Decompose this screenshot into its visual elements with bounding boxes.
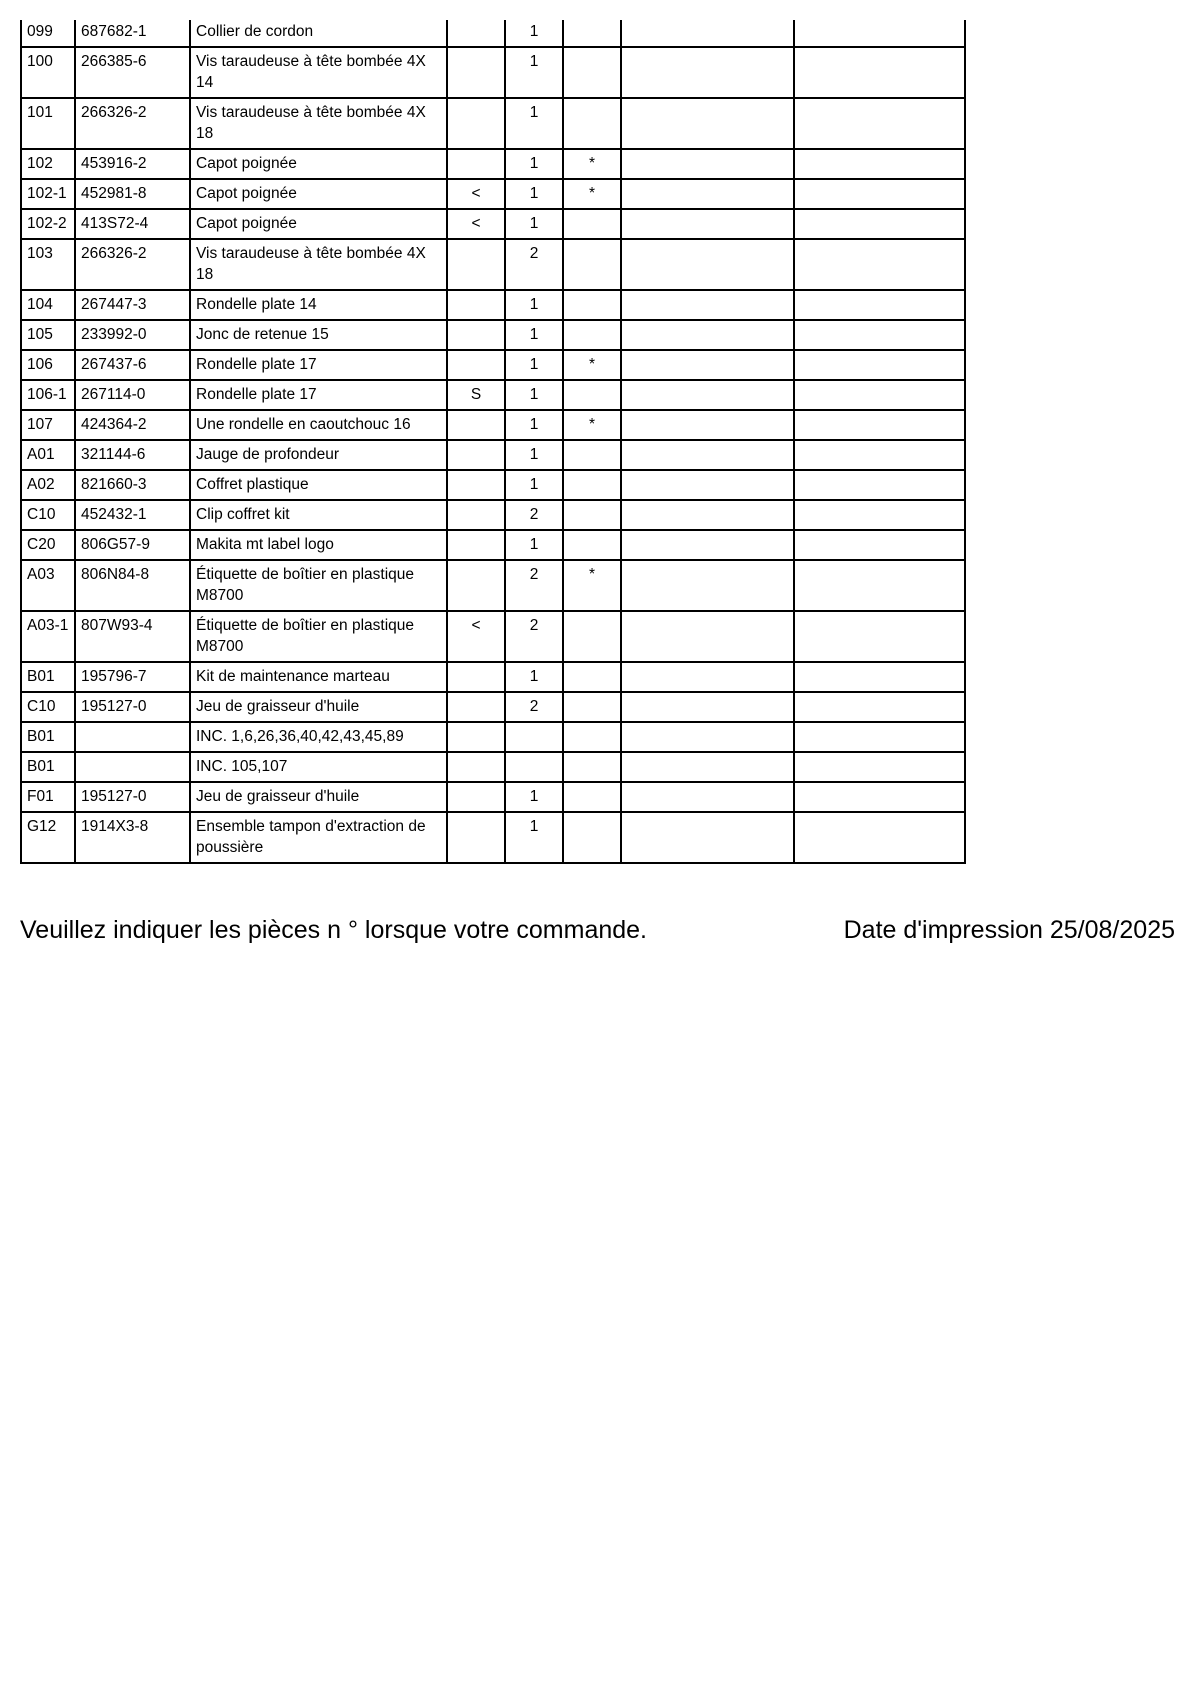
substitution-mark-cell	[447, 290, 505, 320]
quantity-cell: 1	[505, 350, 563, 380]
blank-cell	[794, 752, 965, 782]
flag-cell	[563, 752, 621, 782]
quantity-cell: 1	[505, 149, 563, 179]
substitution-mark-cell	[447, 752, 505, 782]
table-row	[21, 20, 965, 47]
quantity-cell	[505, 722, 563, 752]
item-number-cell: 102	[21, 149, 75, 179]
blank-cell	[621, 239, 794, 290]
quantity-cell: 1	[505, 530, 563, 560]
description-cell: Coffret plastique	[190, 470, 447, 500]
table-row	[21, 209, 965, 239]
part-number-cell: 687682-1	[75, 20, 190, 47]
blank-cell	[794, 662, 965, 692]
substitution-mark-cell	[447, 470, 505, 500]
blank-cell	[621, 611, 794, 662]
flag-cell: *	[563, 410, 621, 440]
blank-cell	[621, 410, 794, 440]
quantity-cell: 1	[505, 179, 563, 209]
print-date: Date d'impression 25/08/2025	[843, 916, 1175, 944]
blank-cell	[794, 320, 965, 350]
substitution-mark-cell	[447, 239, 505, 290]
part-number-cell: 266326-2	[75, 239, 190, 290]
flag-cell	[563, 812, 621, 863]
blank-cell	[621, 692, 794, 722]
blank-cell	[794, 500, 965, 530]
order-instruction-note: Veuillez indiquer les pièces n ° lorsque votre commande.	[20, 916, 648, 944]
table-row	[21, 692, 965, 722]
blank-cell	[794, 722, 965, 752]
substitution-mark-cell	[447, 500, 505, 530]
blank-cell	[621, 209, 794, 239]
table-row	[21, 722, 965, 752]
table-row	[21, 179, 965, 209]
flag-cell	[563, 500, 621, 530]
part-number-cell: 452432-1	[75, 500, 190, 530]
description-cell: Capot poignée	[190, 179, 447, 209]
description-cell: Jeu de graisseur d'huile	[190, 782, 447, 812]
blank-cell	[621, 440, 794, 470]
flag-cell	[563, 722, 621, 752]
flag-cell	[563, 209, 621, 239]
description-cell: Rondelle plate 14	[190, 290, 447, 320]
table-row	[21, 611, 965, 662]
parts-table-body	[21, 20, 965, 863]
description-cell: Une rondelle en caoutchouc 16	[190, 410, 447, 440]
description-cell: Capot poignée	[190, 149, 447, 179]
substitution-mark-cell: <	[447, 179, 505, 209]
quantity-cell: 1	[505, 440, 563, 470]
part-number-cell: 267437-6	[75, 350, 190, 380]
description-cell: Collier de cordon	[190, 20, 447, 47]
substitution-mark-cell	[447, 350, 505, 380]
quantity-cell: 2	[505, 239, 563, 290]
blank-cell	[621, 350, 794, 380]
flag-cell: *	[563, 149, 621, 179]
table-row	[21, 410, 965, 440]
quantity-cell: 1	[505, 662, 563, 692]
blank-cell	[794, 812, 965, 863]
blank-cell	[621, 560, 794, 611]
description-cell: Rondelle plate 17	[190, 350, 447, 380]
description-cell: Vis taraudeuse à tête bombée 4X 14	[190, 47, 447, 98]
flag-cell	[563, 692, 621, 722]
description-cell: Kit de maintenance marteau	[190, 662, 447, 692]
table-row	[21, 662, 965, 692]
item-number-cell: B01	[21, 752, 75, 782]
flag-cell	[563, 320, 621, 350]
part-number-cell: 266326-2	[75, 98, 190, 149]
table-row	[21, 350, 965, 380]
item-number-cell: A03	[21, 560, 75, 611]
quantity-cell: 1	[505, 782, 563, 812]
part-number-cell: 453916-2	[75, 149, 190, 179]
blank-cell	[794, 470, 965, 500]
item-number-cell: C10	[21, 692, 75, 722]
description-cell: Capot poignée	[190, 209, 447, 239]
table-row	[21, 812, 965, 863]
blank-cell	[621, 320, 794, 350]
substitution-mark-cell	[447, 440, 505, 470]
substitution-mark-cell: <	[447, 209, 505, 239]
description-cell: INC. 1,6,26,36,40,42,43,45,89	[190, 722, 447, 752]
item-number-cell: 105	[21, 320, 75, 350]
item-number-cell: B01	[21, 662, 75, 692]
flag-cell	[563, 98, 621, 149]
table-row	[21, 239, 965, 290]
flag-cell	[563, 239, 621, 290]
table-row	[21, 47, 965, 98]
table-row	[21, 530, 965, 560]
part-number-cell: 413S72-4	[75, 209, 190, 239]
blank-cell	[621, 380, 794, 410]
table-row	[21, 500, 965, 530]
quantity-cell: 1	[505, 98, 563, 149]
substitution-mark-cell	[447, 812, 505, 863]
part-number-cell: 806G57-9	[75, 530, 190, 560]
blank-cell	[794, 350, 965, 380]
item-number-cell: B01	[21, 722, 75, 752]
blank-cell	[621, 752, 794, 782]
quantity-cell: 1	[505, 47, 563, 98]
substitution-mark-cell	[447, 149, 505, 179]
blank-cell	[621, 812, 794, 863]
flag-cell	[563, 530, 621, 560]
blank-cell	[794, 410, 965, 440]
table-row	[21, 752, 965, 782]
blank-cell	[621, 722, 794, 752]
flag-cell	[563, 440, 621, 470]
blank-cell	[794, 290, 965, 320]
item-number-cell: 099	[21, 20, 75, 47]
substitution-mark-cell	[447, 410, 505, 440]
item-number-cell: A01	[21, 440, 75, 470]
blank-cell	[621, 20, 794, 47]
substitution-mark-cell	[447, 320, 505, 350]
item-number-cell: F01	[21, 782, 75, 812]
item-number-cell: C20	[21, 530, 75, 560]
description-cell: Étiquette de boîtier en plastique M8700	[190, 560, 447, 611]
part-number-cell	[75, 752, 190, 782]
item-number-cell: C10	[21, 500, 75, 530]
flag-cell: *	[563, 560, 621, 611]
blank-cell	[621, 149, 794, 179]
quantity-cell: 2	[505, 560, 563, 611]
table-row	[21, 98, 965, 149]
table-row	[21, 320, 965, 350]
blank-cell	[794, 209, 965, 239]
blank-cell	[621, 530, 794, 560]
item-number-cell: 104	[21, 290, 75, 320]
blank-cell	[794, 530, 965, 560]
blank-cell	[621, 98, 794, 149]
quantity-cell: 2	[505, 500, 563, 530]
part-number-cell: 321144-6	[75, 440, 190, 470]
table-row	[21, 149, 965, 179]
table-row	[21, 470, 965, 500]
flag-cell	[563, 611, 621, 662]
description-cell: Jauge de profondeur	[190, 440, 447, 470]
table-row	[21, 782, 965, 812]
blank-cell	[621, 290, 794, 320]
description-cell: Makita mt label logo	[190, 530, 447, 560]
flag-cell	[563, 290, 621, 320]
description-cell: Jeu de graisseur d'huile	[190, 692, 447, 722]
flag-cell	[563, 47, 621, 98]
blank-cell	[794, 47, 965, 98]
blank-cell	[794, 782, 965, 812]
blank-cell	[794, 149, 965, 179]
quantity-cell: 2	[505, 611, 563, 662]
substitution-mark-cell: S	[447, 380, 505, 410]
part-number-cell: 821660-3	[75, 470, 190, 500]
part-number-cell: 195127-0	[75, 692, 190, 722]
substitution-mark-cell	[447, 560, 505, 611]
substitution-mark-cell	[447, 782, 505, 812]
blank-cell	[794, 380, 965, 410]
table-row	[21, 290, 965, 320]
quantity-cell: 1	[505, 290, 563, 320]
blank-cell	[621, 500, 794, 530]
description-cell: Jonc de retenue 15	[190, 320, 447, 350]
quantity-cell: 1	[505, 470, 563, 500]
blank-cell	[621, 662, 794, 692]
part-number-cell: 267447-3	[75, 290, 190, 320]
quantity-cell	[505, 752, 563, 782]
blank-cell	[621, 179, 794, 209]
item-number-cell: 106	[21, 350, 75, 380]
flag-cell	[563, 470, 621, 500]
table-row	[21, 380, 965, 410]
blank-cell	[621, 782, 794, 812]
item-number-cell: 106-1	[21, 380, 75, 410]
blank-cell	[794, 560, 965, 611]
substitution-mark-cell: <	[447, 611, 505, 662]
substitution-mark-cell	[447, 98, 505, 149]
description-cell: Rondelle plate 17	[190, 380, 447, 410]
blank-cell	[794, 98, 965, 149]
description-cell: Clip coffret kit	[190, 500, 447, 530]
item-number-cell: 102-1	[21, 179, 75, 209]
blank-cell	[794, 179, 965, 209]
substitution-mark-cell	[447, 722, 505, 752]
flag-cell	[563, 782, 621, 812]
blank-cell	[794, 20, 965, 47]
blank-cell	[794, 692, 965, 722]
description-cell: Vis taraudeuse à tête bombée 4X 18	[190, 98, 447, 149]
quantity-cell: 1	[505, 812, 563, 863]
substitution-mark-cell	[447, 530, 505, 560]
substitution-mark-cell	[447, 47, 505, 98]
item-number-cell: A03-1	[21, 611, 75, 662]
quantity-cell: 1	[505, 380, 563, 410]
flag-cell	[563, 662, 621, 692]
substitution-mark-cell	[447, 692, 505, 722]
part-number-cell: 806N84-8	[75, 560, 190, 611]
flag-cell	[563, 20, 621, 47]
part-number-cell	[75, 722, 190, 752]
flag-cell: *	[563, 350, 621, 380]
part-number-cell: 266385-6	[75, 47, 190, 98]
blank-cell	[794, 239, 965, 290]
quantity-cell: 1	[505, 209, 563, 239]
description-cell: INC. 105,107	[190, 752, 447, 782]
item-number-cell: 102-2	[21, 209, 75, 239]
blank-cell	[794, 440, 965, 470]
quantity-cell: 1	[505, 320, 563, 350]
description-cell: Ensemble tampon d'extraction de poussière	[190, 812, 447, 863]
description-cell: Vis taraudeuse à tête bombée 4X 18	[190, 239, 447, 290]
item-number-cell: 107	[21, 410, 75, 440]
part-number-cell: 1914X3-8	[75, 812, 190, 863]
part-number-cell: 195127-0	[75, 782, 190, 812]
flag-cell: *	[563, 179, 621, 209]
quantity-cell: 2	[505, 692, 563, 722]
blank-cell	[621, 470, 794, 500]
part-number-cell: 267114-0	[75, 380, 190, 410]
substitution-mark-cell	[447, 662, 505, 692]
table-row	[21, 560, 965, 611]
item-number-cell: 101	[21, 98, 75, 149]
item-number-cell: G12	[21, 812, 75, 863]
item-number-cell: A02	[21, 470, 75, 500]
parts-table	[20, 20, 966, 864]
part-number-cell: 424364-2	[75, 410, 190, 440]
description-cell: Étiquette de boîtier en plastique M8700	[190, 611, 447, 662]
blank-cell	[794, 611, 965, 662]
item-number-cell: 103	[21, 239, 75, 290]
part-number-cell: 233992-0	[75, 320, 190, 350]
part-number-cell: 452981-8	[75, 179, 190, 209]
quantity-cell: 1	[505, 410, 563, 440]
part-number-cell: 807W93-4	[75, 611, 190, 662]
blank-cell	[621, 47, 794, 98]
quantity-cell: 1	[505, 20, 563, 47]
part-number-cell: 195796-7	[75, 662, 190, 692]
table-row	[21, 440, 965, 470]
substitution-mark-cell	[447, 20, 505, 47]
flag-cell	[563, 380, 621, 410]
item-number-cell: 100	[21, 47, 75, 98]
